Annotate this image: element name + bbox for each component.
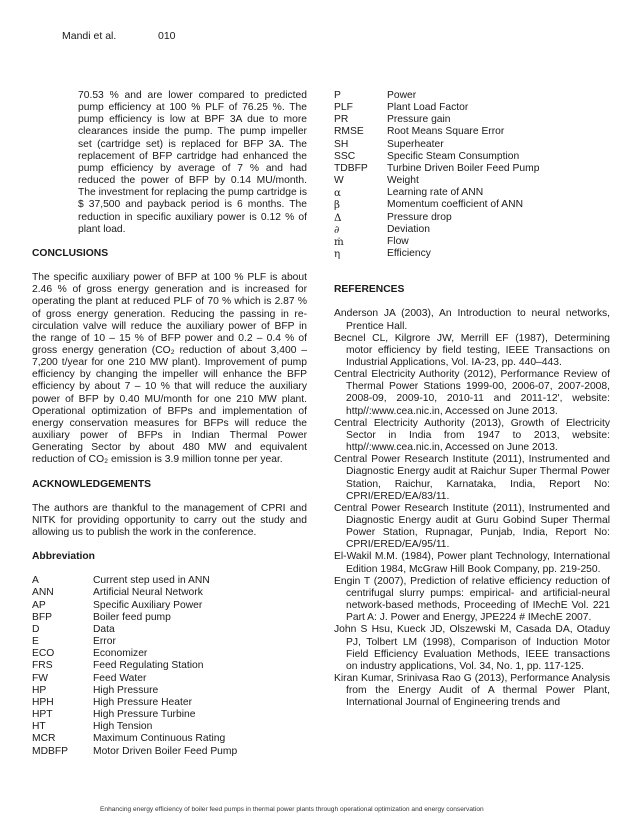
abbreviation-term: HT <box>32 721 46 733</box>
abbreviation-definition: Specific Auxiliary Power <box>93 599 203 611</box>
abbreviation-definition: High Pressure <box>93 684 159 696</box>
abbreviation-definition: Specific Steam Consumption <box>387 150 520 162</box>
abbreviation-row <box>334 187 610 199</box>
abbreviation-term: PR <box>334 114 349 126</box>
abbreviation-row <box>334 224 610 236</box>
reference-entry: El-Wakil M.M. (1984), Power plant Technology, International Edition 1984, McGraw Hill Book Company, pp. 219-250. <box>334 551 610 575</box>
abbreviation-row <box>334 248 610 260</box>
abbreviation-definition: Economizer <box>93 648 148 660</box>
abbreviation-row <box>32 624 307 636</box>
abbreviation-term: Δ <box>334 211 342 224</box>
right-column <box>334 90 610 710</box>
left-column <box>32 90 307 758</box>
abbreviation-definition: Efficiency <box>387 248 431 260</box>
abbreviation-row <box>32 697 307 709</box>
abbreviation-row <box>32 636 307 648</box>
reference-entry: Central Electricity Authority (2013), Growth of Electricity Sector in India from 1947 to 2013, website: http//:www.cea.nic.in, Accessed on June 2013. <box>334 417 610 454</box>
abbreviation-definition: Error <box>93 636 116 648</box>
abbreviation-row <box>32 600 307 612</box>
abbreviation-row <box>32 685 307 697</box>
abbreviation-row <box>334 236 610 248</box>
abbreviation-term: HPT <box>32 709 53 721</box>
results-paragraph: 70.53 % and are lower compared to predicted pump efficiency at 100 % PLF of 76.25 %. The pump efficiency is low at BPF 3A due to more clearances inside the pump. The pump impeller set (cartridge set) is replaced for BFP 3A. The replacement of BFP cartridge had enhanced the pump efficiency by average of 7 % and had reduced the power of BFP by 0.14 MU/month. The investment for replacing the pump cartridge is $ 37,500 and payback period is 6 months. The reduction in specific auxiliary power is 0.12 % of plant load. <box>78 90 307 235</box>
reference-entry: John S Hsu, Kueck JD, Olszewski M, Casada DA, Otaduy PJ, Tolbert LM (1998), Comparison of Induction Motor Field Efficiency Evaluation Methods, IEEE transactions on industry applications, Vol. 34, No. 1, pp. 117-125. <box>334 624 610 672</box>
abbreviation-row <box>32 673 307 685</box>
abbreviation-term: β <box>334 199 340 212</box>
abbreviation-definition: Deviation <box>387 223 430 235</box>
abbreviation-row <box>334 90 610 102</box>
abbreviation-definition: Weight <box>387 175 419 187</box>
page-number: 010 <box>158 30 176 42</box>
abbreviation-definition: Boiler feed pump <box>93 611 171 623</box>
conclusions-paragraph: The specific auxiliary power of BFP at 100 % PLF is about 2.46 % of gross energy generation and is increased for operating the plant at reduced PLF of 70 % which is 2.87 % of gross energy generation. Reducing the passing in re-circulation valve will reduce the auxiliary power of BFP in the range of 10 – 15 % of BFP power and 0.2 – 0.4 % of gross energy generation (CO₂ reduction of about 3,400 – 7,200 t/year for one 210 MW plant). Improvement of pump efficiency by changing the impeller will enhance the BFP efficiency by about 7 – 10 % that will reduce the auxiliary power of BFP by 0.40 MU/month for one 210 MW plant. Operational optimization of BFPs and implementation of energy conservation measures for BFPs will reduce the auxiliary power of BFPs in Indian Thermal Power Generating Sector by about 480 MW and equivalent reduction of CO₂ emission is 3.9 million tonne per year. <box>32 272 307 466</box>
abbreviation-definition: Power <box>387 90 417 101</box>
symbol-list <box>334 90 610 260</box>
abbreviation-row <box>334 163 610 175</box>
abbreviation-definition: High Pressure Turbine <box>93 709 196 721</box>
abbreviation-term: A <box>32 575 39 587</box>
abbreviation-row <box>32 612 307 624</box>
abbreviation-definition: High Tension <box>93 721 153 733</box>
abbreviation-row <box>334 151 610 163</box>
abbreviation-row <box>334 199 610 211</box>
abbreviation-term: FW <box>32 672 49 684</box>
abbreviation-term: ∂ <box>334 223 340 236</box>
abbreviation-term: HP <box>32 684 47 696</box>
abbreviation-term: RMSE <box>334 126 364 138</box>
abbreviation-row <box>334 175 610 187</box>
abbreviation-row <box>32 733 307 745</box>
abbreviation-term: HPH <box>32 696 54 708</box>
reference-entry: Central Power Research Institute (2011), Instrumented and Diagnostic Energy audit at Guru Gobind Super Thermal Power Station, Rupnagar, Punjab, India, Report No: CPRI/ERED/EA/95/11. <box>334 502 610 551</box>
abbreviation-term: FRS <box>32 660 53 672</box>
abbreviation-row <box>32 648 307 660</box>
abbreviation-row <box>32 660 307 672</box>
abbreviation-term: MCR <box>32 733 56 745</box>
abbreviation-definition: Pressure gain <box>387 114 451 126</box>
abbreviation-definition: Learning rate of ANN <box>387 187 484 199</box>
abbreviation-definition: Motor Driven Boiler Feed Pump <box>93 745 238 757</box>
abbreviation-row <box>334 139 610 151</box>
abbreviation-definition: Feed Regulating Station <box>93 660 204 672</box>
abbreviation-definition: Momentum coefficient of ANN <box>387 199 524 211</box>
abbreviation-term: AP <box>32 599 46 611</box>
abbreviation-term: α <box>334 187 341 200</box>
abbreviation-row <box>334 114 610 126</box>
reference-list <box>334 308 610 709</box>
abbreviation-row <box>32 709 307 721</box>
abbreviation-definition: Current step used in ANN <box>93 575 210 587</box>
abbreviation-term: E <box>32 636 39 648</box>
page-footer: Enhancing energy efficiency of boiler feed pumps in thermal power plants through operational optimization and energy conservation <box>100 806 484 813</box>
abbreviation-term: PLF <box>334 102 353 114</box>
abbreviation-definition: Flow <box>387 235 409 247</box>
reference-entry: Becnel CL, Kilgrore JW, Merrill EF (1987), Determining motor efficiency by field testing, IEEE Transactions on Industrial Applications, Vol. IA-23, pp. 440–443. <box>334 332 610 368</box>
abbreviation-row <box>334 102 610 114</box>
abbreviation-heading: Abbreviation <box>32 551 95 563</box>
abbreviation-row <box>32 721 307 733</box>
abbreviation-definition: Data <box>93 623 115 635</box>
abbreviation-term: BFP <box>32 611 53 623</box>
abbreviation-term: SH <box>334 138 349 150</box>
page-header <box>62 30 176 42</box>
abbreviation-term: ANN <box>32 587 54 599</box>
abbreviation-term: ECO <box>32 648 55 660</box>
abbreviation-definition: Turbine Driven Boiler Feed Pump <box>387 162 540 174</box>
reference-entry: Anderson JA (2003), An Introduction to neural networks, Prentice Hall. <box>334 308 610 332</box>
abbreviation-term: TDBFP <box>334 162 368 174</box>
abbreviation-term: SSC <box>334 150 356 162</box>
abbreviation-definition: High Pressure Heater <box>93 696 193 708</box>
abbreviation-row <box>334 126 610 138</box>
conclusions-heading: CONCLUSIONS <box>32 247 109 259</box>
abbreviation-definition: Feed Water <box>93 672 147 684</box>
acknowledgements-paragraph: The authors are thankful to the management of CPRI and NITK for providing opportunity to carry out the study and allowing us to publish the work in the conference. <box>32 502 307 538</box>
acknowledgements-heading: ACKNOWLEDGEMENTS <box>32 478 151 490</box>
abbreviation-definition: Pressure drop <box>387 211 452 223</box>
abbreviation-term: W <box>334 175 344 187</box>
abbreviation-term: P <box>334 90 341 101</box>
abbreviation-row <box>32 746 307 758</box>
abbreviation-definition: Plant Load Factor <box>387 102 469 114</box>
abbreviation-term: η <box>334 248 341 261</box>
reference-entry: Kiran Kumar, Srinivasa Rao G (2013), Performance Analysis from the Energy Audit of A thermal Power Plant, International Journal of Engineering trends and <box>334 673 610 709</box>
abbreviation-definition: Artificial Neural Network <box>93 587 203 599</box>
abbreviation-definition: Root Means Square Error <box>387 126 505 138</box>
reference-entry: Engin T (2007), Prediction of relative efficiency reduction of centrifugal slurry pumps: empirical- and artificial-neural network-based methods, Proceeding of IMechE Vol. 221 Part A: J. Power and Energy, JPE224 # IMechE 2007. <box>334 575 610 624</box>
abbreviation-term: MDBFP <box>32 745 69 757</box>
abbreviation-term: ṁ <box>334 235 344 248</box>
abbreviation-list <box>32 575 307 757</box>
abbreviation-definition: Maximum Continuous Rating <box>93 733 226 745</box>
running-authors: Mandi et al. <box>62 30 117 42</box>
abbreviation-definition: Superheater <box>387 138 444 150</box>
abbreviation-row <box>32 587 307 599</box>
abbreviation-row <box>32 575 307 587</box>
abbreviation-term: D <box>32 623 40 635</box>
reference-entry: Central Power Research Institute (2011), Instrumented and Diagnostic Energy audit at Raichur Super Thermal Power Station, Raichur, Karnataka, India, Report No: CPRI/ERED/EA/83/11. <box>334 454 610 502</box>
reference-entry: Central Electricity Authority (2012), Performance Review of Thermal Power Stations 1999-00, 2006-07, 2007-2008, 2008-09, 2009-10, 2010-11 and 2011-12', website: http//:www.cea.nic.in, Accessed on June 2013. <box>334 369 610 417</box>
references-heading: REFERENCES <box>334 284 405 296</box>
abbreviation-row <box>334 212 610 224</box>
